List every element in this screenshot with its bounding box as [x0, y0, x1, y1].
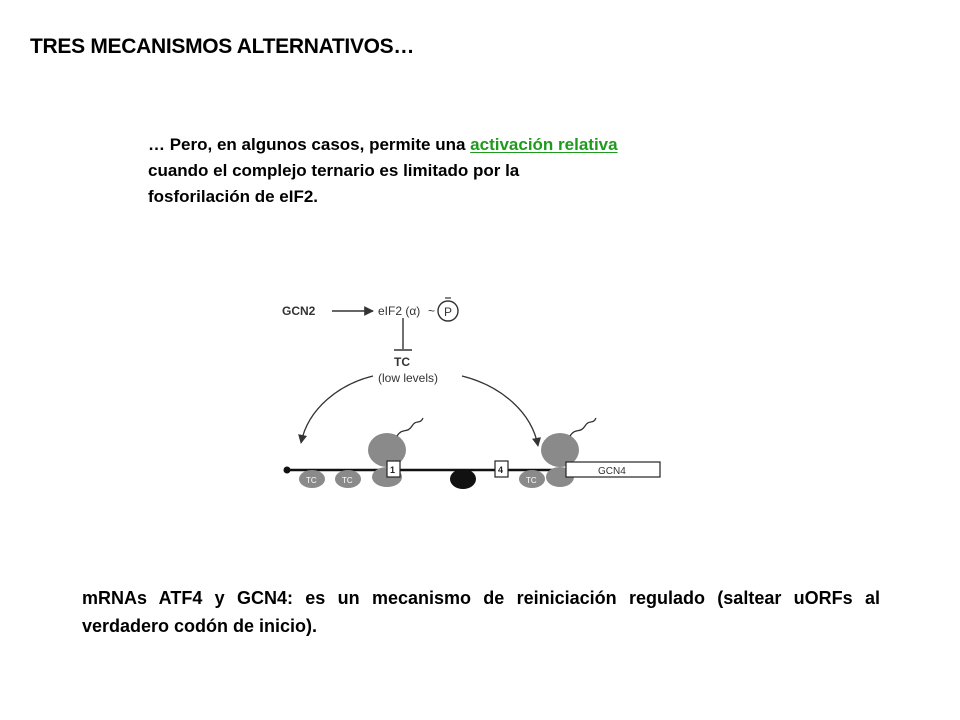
slide-title: TRES MECANISMOS ALTERNATIVOS… [30, 35, 415, 58]
nascent-peptide-2 [570, 418, 596, 436]
small-subunit-2-label: TC [342, 476, 353, 485]
intro-text-start: … Pero, en algunos casos, permite una [148, 135, 471, 154]
reinitiation-diagram [270, 268, 690, 518]
intro-highlight: activación relativa [470, 135, 618, 154]
small-subunit-3-label: TC [526, 476, 537, 485]
footer-text: mRNAs ATF4 y GCN4: es un mecanismo de reiniciación regulado (saltear uORFs al verdadero codón de inicio). [82, 588, 880, 636]
gcn4-label: GCN4 [598, 466, 626, 477]
mrna-blob [450, 469, 476, 489]
tc-note: (low levels) [378, 371, 439, 385]
gcn2-label: GCN2 [282, 304, 316, 318]
uorf1-label: 1 [390, 465, 396, 475]
tc-label: TC [394, 355, 410, 369]
tilde-label: ~ [428, 304, 436, 318]
right-curved-arrow [462, 376, 538, 446]
nascent-peptide-1 [397, 418, 423, 436]
intro-line-3: fosforilación de eIF2. [148, 187, 319, 206]
left-curved-arrow [301, 376, 373, 443]
eif2-label: eIF2 (α) [378, 304, 421, 318]
phosphate-label: P [444, 305, 453, 319]
intro-line-2: cuando el complejo ternario es limitado por la [148, 161, 520, 180]
uorf4-label: 4 [498, 465, 504, 475]
intro-paragraph [148, 132, 828, 210]
small-subunit-1-label: TC [306, 476, 317, 485]
